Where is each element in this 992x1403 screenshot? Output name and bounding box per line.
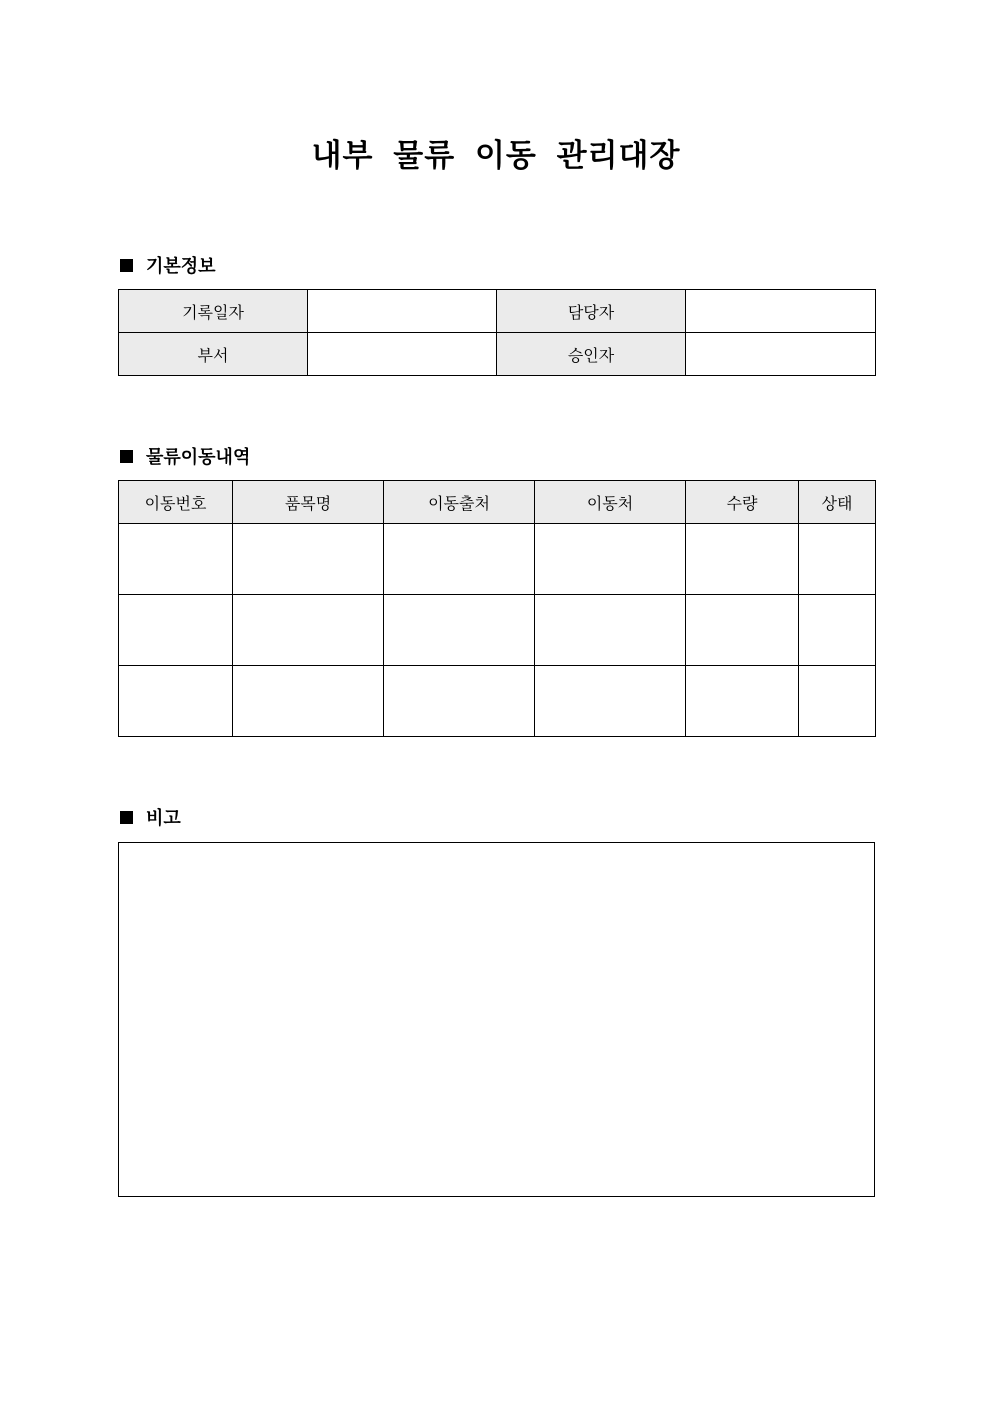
- status-cell[interactable]: [799, 595, 876, 666]
- column-header-origin: 이동출처: [384, 481, 535, 524]
- approver-label: 승인자: [497, 333, 686, 376]
- quantity-cell[interactable]: [686, 524, 799, 595]
- section-heading-basic-info: [119, 253, 216, 277]
- column-header-status: 상태: [799, 481, 876, 524]
- origin-cell[interactable]: [384, 666, 535, 737]
- movement-table: [118, 480, 876, 737]
- column-header-item-name: 품목명: [233, 481, 384, 524]
- section-heading-movement: [119, 444, 250, 468]
- notes-field[interactable]: [118, 842, 875, 1197]
- item-name-cell[interactable]: [233, 666, 384, 737]
- quantity-cell[interactable]: [686, 595, 799, 666]
- table-header-row: [119, 481, 876, 524]
- destination-cell[interactable]: [535, 666, 686, 737]
- section-heading-text: 비고: [146, 808, 181, 829]
- item-name-cell[interactable]: [233, 595, 384, 666]
- square-bullet-icon: [120, 259, 133, 272]
- table-row: [119, 666, 876, 737]
- move-number-cell[interactable]: [119, 524, 233, 595]
- square-bullet-icon: [120, 450, 133, 463]
- section-heading-text: 기본정보: [146, 256, 216, 277]
- status-cell[interactable]: [799, 524, 876, 595]
- approver-field[interactable]: [686, 333, 876, 376]
- column-header-quantity: 수량: [686, 481, 799, 524]
- section-heading-text: 물류이동내역: [146, 447, 251, 468]
- manager-label: 담당자: [497, 290, 686, 333]
- move-number-cell[interactable]: [119, 595, 233, 666]
- destination-cell[interactable]: [535, 524, 686, 595]
- item-name-cell[interactable]: [233, 524, 384, 595]
- column-header-move-number: 이동번호: [119, 481, 233, 524]
- status-cell[interactable]: [799, 666, 876, 737]
- destination-cell[interactable]: [535, 595, 686, 666]
- quantity-cell[interactable]: [686, 666, 799, 737]
- square-bullet-icon: [120, 811, 133, 824]
- origin-cell[interactable]: [384, 524, 535, 595]
- document-title: 내부 물류 이동 관리대장: [311, 138, 681, 174]
- table-row: [119, 524, 876, 595]
- manager-field[interactable]: [686, 290, 876, 333]
- department-field[interactable]: [308, 333, 497, 376]
- table-row: [119, 595, 876, 666]
- origin-cell[interactable]: [384, 595, 535, 666]
- section-heading-notes: [119, 805, 181, 829]
- table-row: [119, 290, 876, 333]
- move-number-cell[interactable]: [119, 666, 233, 737]
- department-label: 부서: [119, 333, 308, 376]
- record-date-field[interactable]: [308, 290, 497, 333]
- basic-info-table: [118, 289, 876, 376]
- column-header-destination: 이동처: [535, 481, 686, 524]
- table-row: [119, 333, 876, 376]
- record-date-label: 기록일자: [119, 290, 308, 333]
